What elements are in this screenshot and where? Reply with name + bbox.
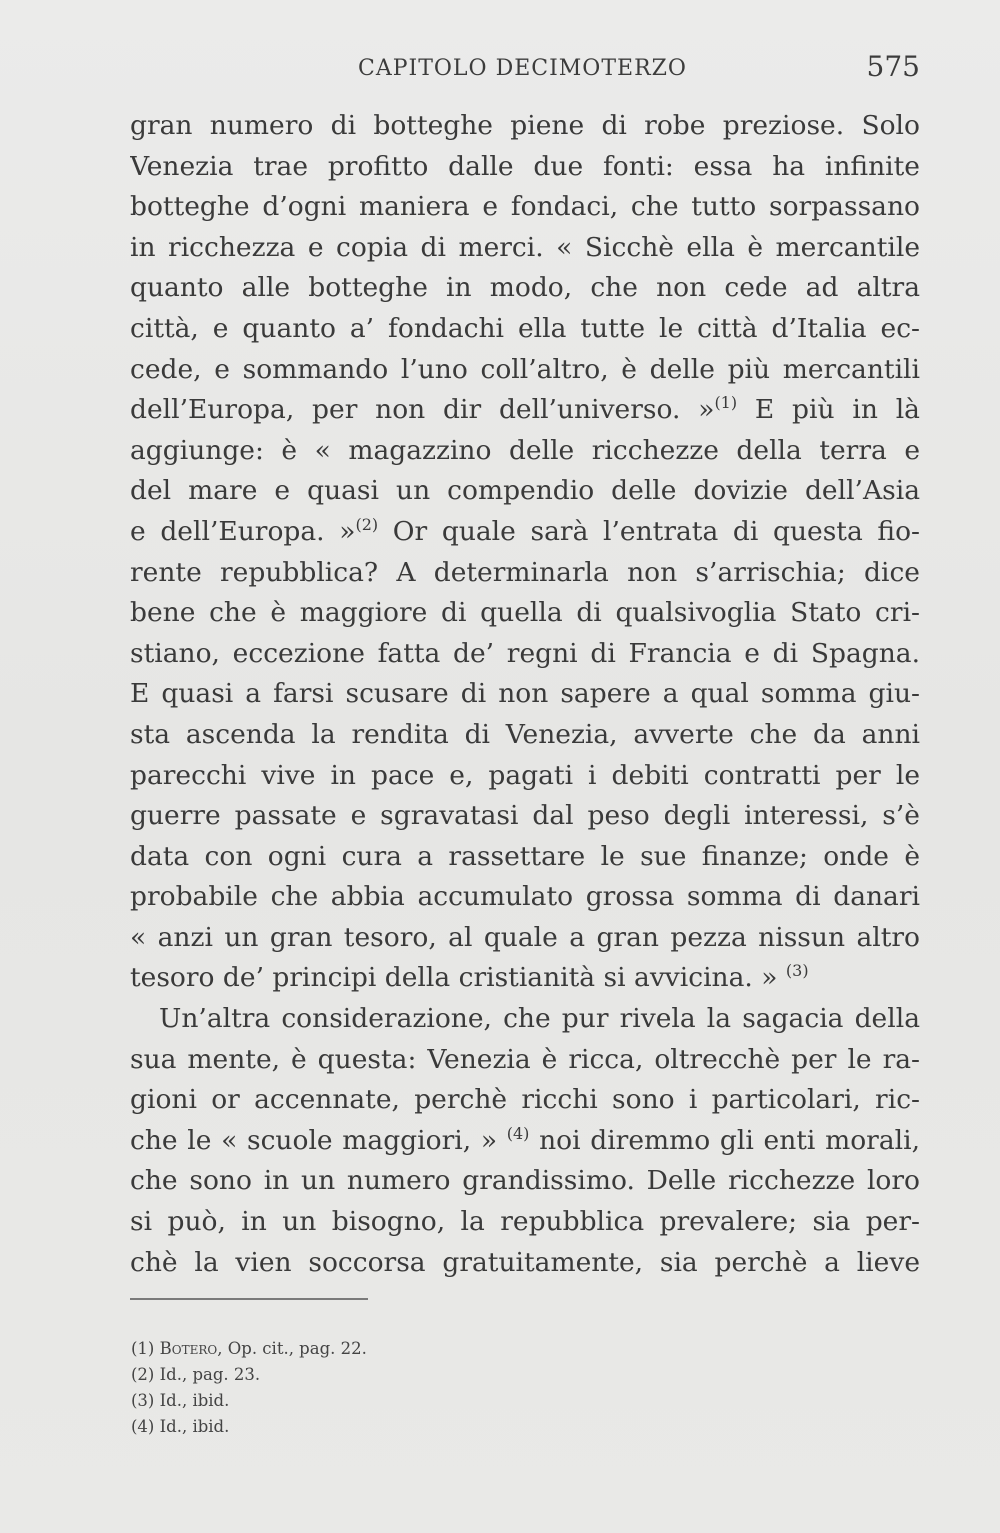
footnote-marker: (2) [131, 1365, 155, 1384]
text-line: del mare e quasi un compendio delle dovizie dell’Asia [130, 475, 920, 507]
footnote-text: Id., pag. 23. [159, 1365, 261, 1384]
text-line: gran numero di botteghe piene di robe preziose. Solo [130, 110, 920, 141]
footnote-marker: (4) [131, 1417, 155, 1436]
text-line: rente repubblica? A determinarla non s’arrischia; dice [130, 556, 920, 588]
text-line: quanto alle botteghe in modo, che non cede ad altra [130, 272, 920, 304]
page-number: 575 [866, 50, 920, 83]
body-text [130, 106, 920, 1283]
footnote-text: Id., ibid. [159, 1391, 230, 1410]
footnote [131, 1414, 631, 1440]
text-line: Un’altra considerazione, che pur rivela la sagacia della [159, 1003, 920, 1035]
text-line: chè la vien soccorsa gratuitamente, sia perchè a lieve [130, 1246, 920, 1278]
text-line: città, e quanto a’ fondachi ella tutte le città d’Italia ec- [130, 312, 920, 344]
footnote-marker: (1) [131, 1339, 155, 1358]
footnote-reference: (3) [785, 961, 809, 981]
text-line: si può, in un bisogno, la repubblica prevalere; sia per- [130, 1206, 920, 1238]
footnote [131, 1336, 631, 1362]
text-line: tesoro de’ principi della cristianità si avvicina. » $^{(3)}$ [130, 961, 809, 994]
text-line: botteghe d’ogni maniera e fondaci, che tutto sorpassano [130, 191, 920, 223]
text-line: parecchi vive in pace e, pagati i debiti contratti per le [130, 759, 920, 791]
paragraph-2 [130, 999, 920, 1283]
chapter-title: CAPITOLO DECIMOTERZO [358, 56, 687, 81]
text-line: che le « scuole maggiori, » $^{(4)}$ noi diremmo gli enti morali, [130, 1123, 920, 1156]
text-line: « anzi un gran tesoro, al quale a gran pezza nissun altro [130, 921, 920, 953]
text-line: gioni or accennate, perchè ricchi sono i particolari, ric- [130, 1084, 920, 1116]
text-line: E quasi a farsi scusare di non sapere a qual somma giu- [130, 678, 920, 710]
footnote-rule [130, 1298, 368, 1300]
text-line: data con ogni cura a rassettare le sue finanze; onde è [130, 840, 920, 872]
footnote-text: , Op. cit., pag. 22. [217, 1339, 367, 1358]
running-head [130, 50, 920, 86]
footnote-marker: (3) [131, 1391, 155, 1410]
text-line: stiano, eccezione fatta de’ regni di Francia e di Spagna. [130, 637, 920, 669]
footnote-reference: (4) [506, 1123, 530, 1143]
footnote-text: Id., ibid. [159, 1417, 230, 1436]
text-line: e dell’Europa. »$^{(2)}$ Or quale sarà l’entrata di questa fio- [130, 514, 920, 547]
footnote [131, 1388, 631, 1414]
footnote [131, 1362, 631, 1388]
text-line: guerre passate e sgravatasi dal peso degli interessi, s’è [130, 800, 920, 832]
text-line: probabile che abbia accumulato grossa somma di danari [130, 881, 920, 913]
footnote-reference: (1) [714, 393, 738, 413]
text-line: che sono in un numero grandissimo. Delle ricchezze loro [130, 1165, 920, 1197]
text-line: bene che è maggiore di quella di qualsivoglia Stato cri- [130, 597, 920, 629]
text-line: cede, e sommando l’uno coll’altro, è delle più mercantili [130, 353, 920, 385]
text-line: sta ascenda la rendita di Venezia, avverte che da anni [130, 718, 920, 750]
paragraph-1 [130, 106, 920, 999]
text-line: Venezia trae profitto dalle due fonti: essa ha infinite [130, 150, 920, 182]
footnote-author: Botero [159, 1339, 218, 1358]
footnotes [131, 1336, 631, 1440]
text-line: dell’Europa, per non dir dell’universo. »$^{(1)}$ E più in là [130, 393, 920, 426]
footnote-reference: (2) [355, 514, 379, 534]
text-line: in ricchezza e copia di merci. « Sicchè ella è mercantile [130, 231, 920, 263]
text-line: sua mente, è questa: Venezia è ricca, oltrecchè per le ra- [130, 1043, 920, 1075]
text-line: aggiunge: è « magazzino delle ricchezze della terra e [130, 434, 920, 466]
